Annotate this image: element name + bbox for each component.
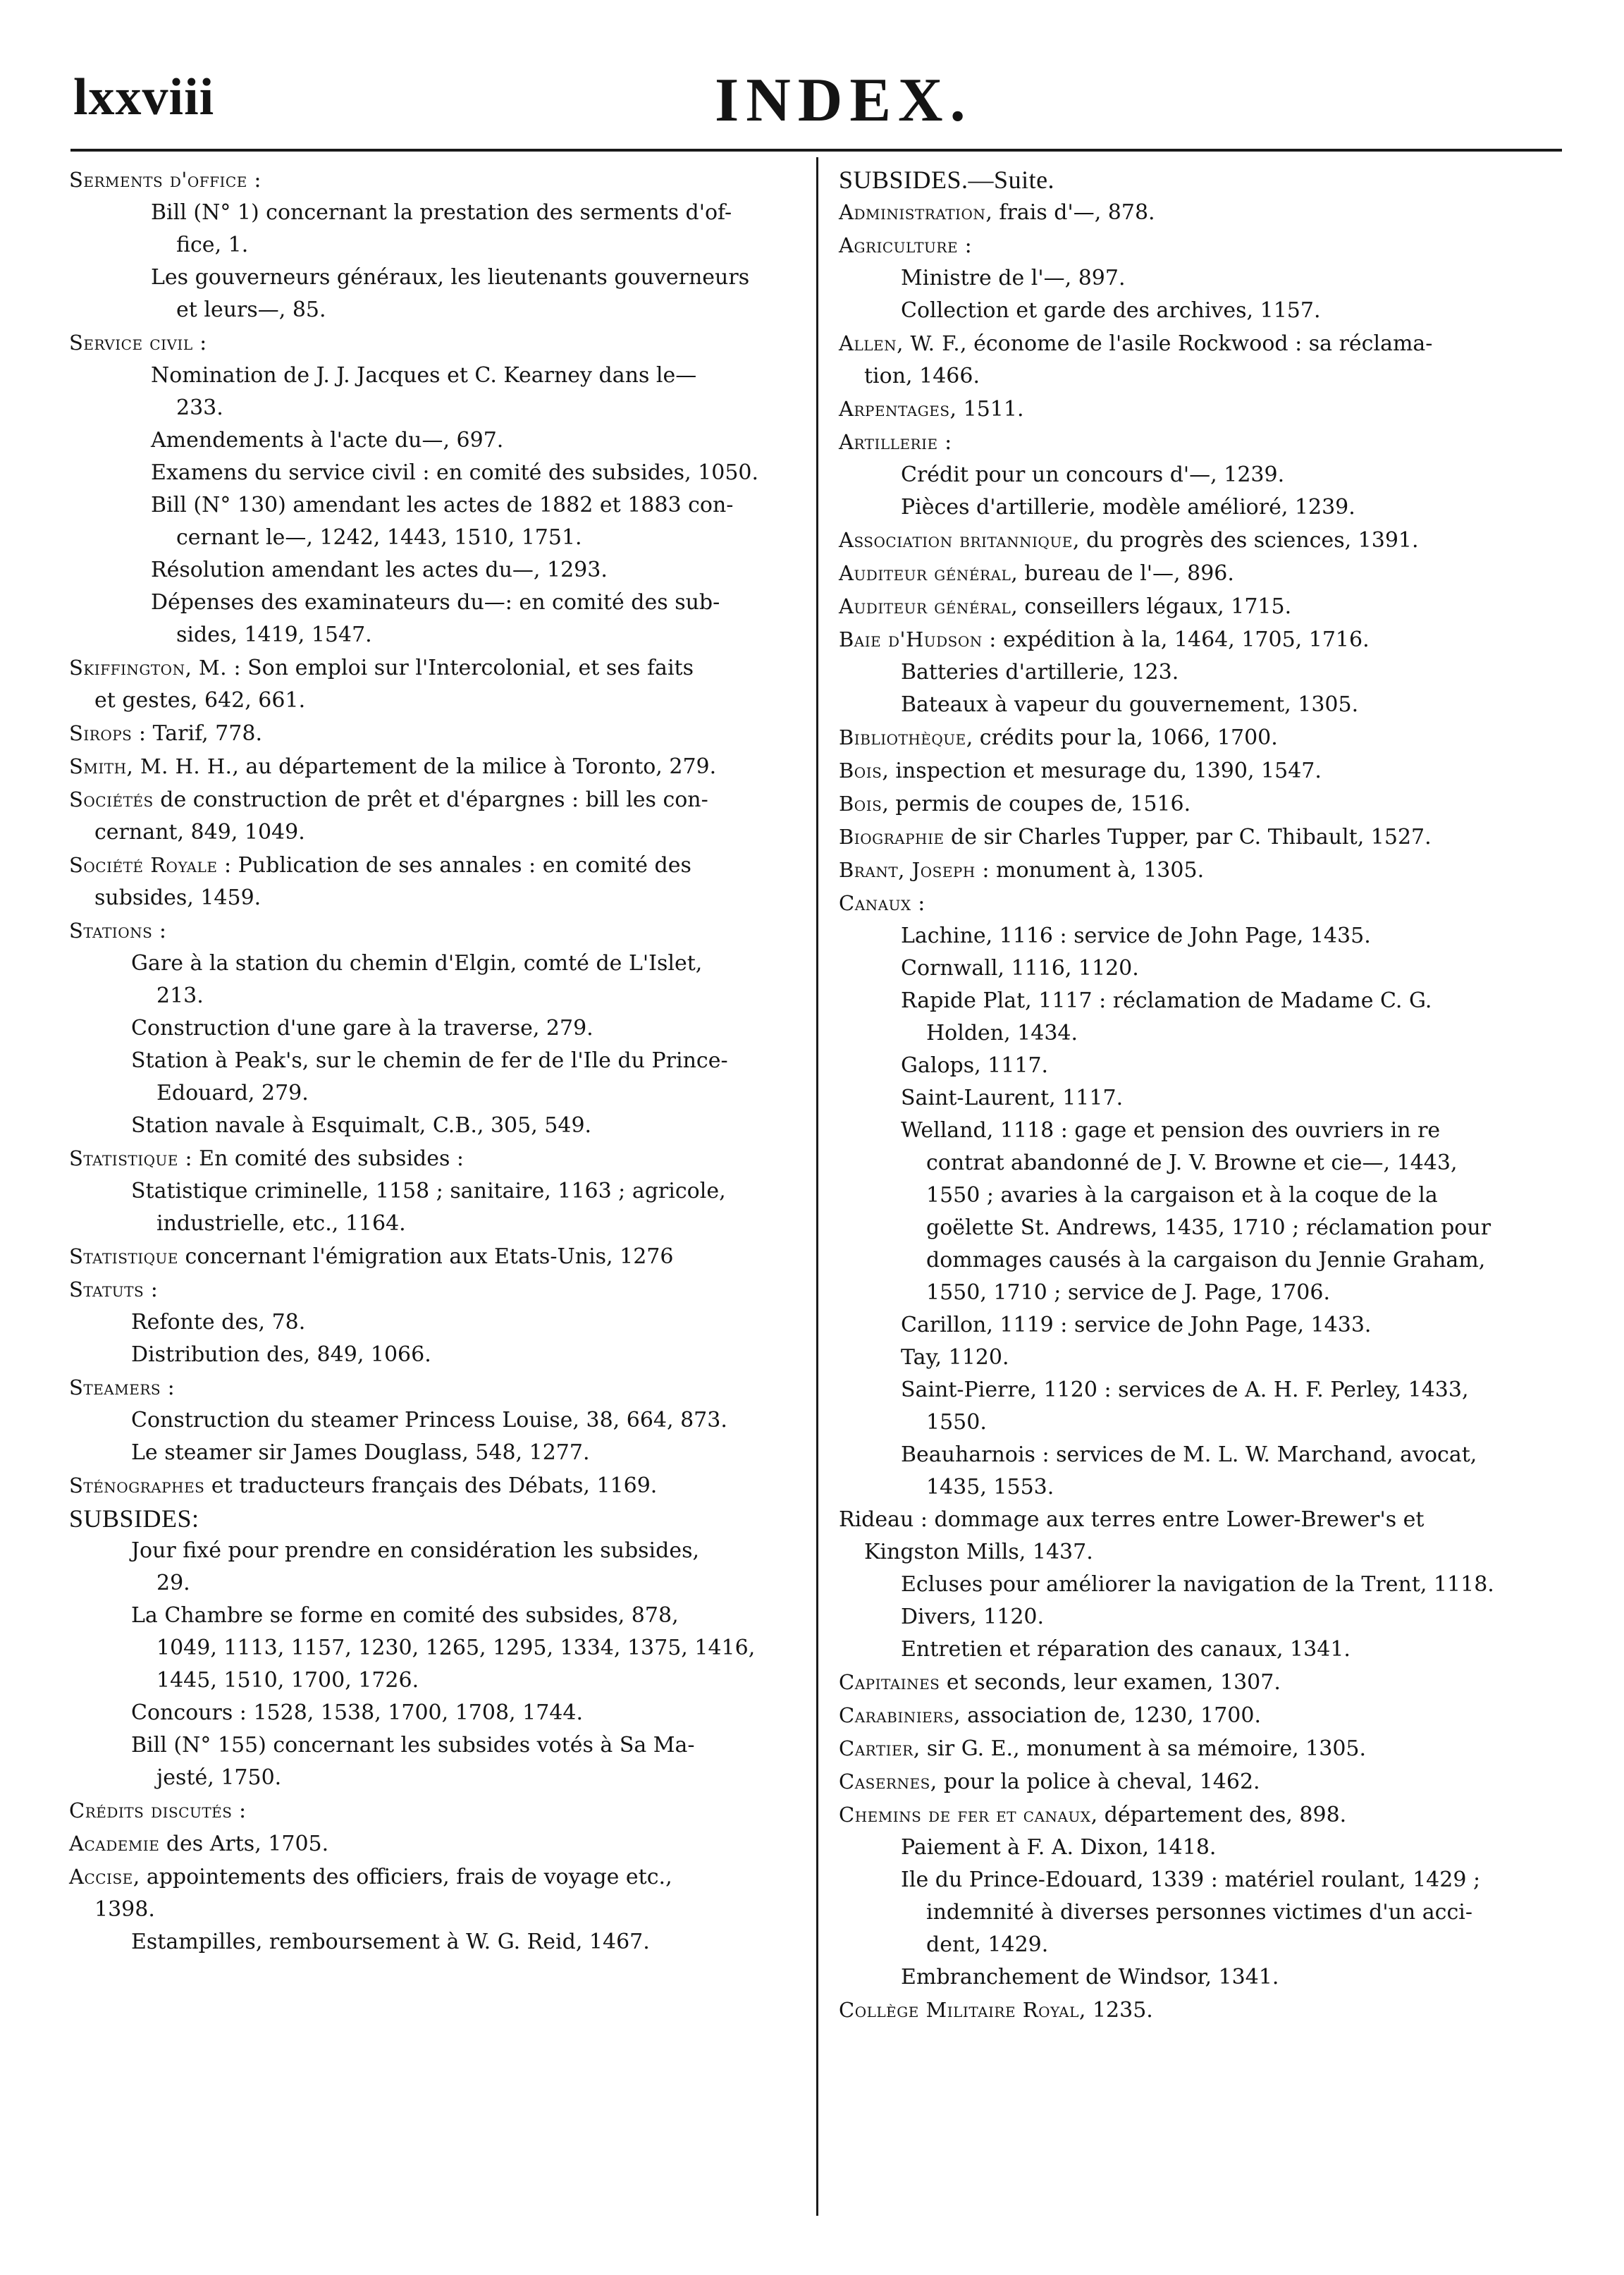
entry-continuation: 1550. [926,1410,987,1435]
entry-term: Agriculture [839,233,959,257]
entry-text: : [937,430,952,455]
entry-line: Saint-Pierre, 1120 : services de A. H. F. Perley, 1433, [901,1378,1469,1402]
entry-line [69,326,812,360]
index-entry [69,750,812,783]
entry-line [69,1371,812,1404]
entry-term: Collège Militaire Royal [839,1998,1079,2022]
entry-line [839,393,1565,426]
entry-continuation: Edouard, 279. [156,1081,309,1105]
entry-term: Association britannique [839,528,1073,552]
entry-line: Ile du Prince-Edouard, 1339 : matériel roulant, 1429 ; [901,1868,1481,1892]
entry-continuation: industrielle, etc., 1164. [156,1211,406,1236]
entry-text: , inspection et mesurage du, 1390, 1547. [882,759,1322,783]
entry-term: Statistique [69,1244,178,1268]
index-entry [839,393,1565,426]
entry-line [839,721,1565,754]
index-entry [901,1115,1565,1309]
entry-term: Smith, M. H. H. [69,754,233,778]
page-number: lxxviii [73,68,215,126]
index-entry [69,1142,812,1175]
entry-line [839,229,1565,262]
entry-line [69,1142,812,1175]
entry-line: Gare à la station du chemin d'Elgin, comté de L'Islet, [131,951,703,976]
entry-line: Entretien et réparation des canaux, 1341. [901,1637,1351,1662]
entry-term: Allen, W. F. [839,331,961,355]
entry-term: Arpentages [839,397,950,421]
index-entry [131,1110,812,1142]
page-title: INDEX. [715,66,973,135]
entry-line: Station navale à Esquimalt, C.B., 305, 549. [131,1113,592,1138]
entry-line [69,1860,812,1894]
entry-term: Cartier [839,1736,914,1760]
entry-text: concernant l'émigration aux Etats-Unis, 1276 [178,1244,674,1269]
index-entry [131,1339,812,1371]
entry-text: , conseillers légaux, 1715. [1011,594,1292,619]
index-entry [901,459,1565,491]
entry-term: Crédits discutés [69,1798,233,1822]
entry-term: Sociétés [69,787,154,811]
entry-text: : [152,919,166,943]
header-rule [70,149,1562,152]
index-entry [901,1601,1565,1633]
index-entry [839,557,1565,590]
entry-text: et seconds, leur examen, 1307. [940,1670,1281,1695]
index-entry [69,717,812,750]
entry-continuation: fice, 1. [176,233,249,257]
entry-line: Paiement à F. A. Dixon, 1418. [901,1835,1217,1860]
entry-term: Capitaines [839,1670,940,1694]
index-entry [69,1502,812,1535]
entry-line: Divers, 1120. [901,1605,1045,1629]
entry-text: , 1235. [1078,1998,1153,2023]
entry-line: Bill (N° 130) amendant les actes de 1882 et 1883 con- [151,493,734,517]
index-entry [131,1404,812,1437]
right-column [839,164,1565,2027]
index-entry [131,1926,812,1958]
entry-text: , 1511. [949,397,1024,422]
entry-text: , frais d'—, 878. [985,200,1155,225]
index-entry [901,262,1565,295]
entry-text: , pour la police à cheval, 1462. [930,1770,1260,1794]
index-entry [151,489,812,554]
entry-text: , économe de l'asile Rockwood : sa réclama- [960,331,1433,356]
entry-term: Statistique [69,1146,178,1170]
entry-text: de sir Charles Tupper, par C. Thibault, 1527. [944,825,1432,850]
entry-term: Casernes [839,1770,930,1793]
index-entry [151,554,812,587]
entry-continuation: dent, 1429. [926,1932,1049,1957]
index-entry [901,1569,1565,1601]
index-entry [839,821,1565,854]
entry-continuation: 1398. [94,1897,155,1922]
index-entry [131,1175,812,1240]
entry-line: Saint-Laurent, 1117. [901,1086,1124,1110]
entry-text: , bureau de l'—, 896. [1011,561,1234,586]
entry-text: : [192,331,207,355]
entry-line: Collection et garde des archives, 1157. [901,298,1321,323]
entry-continuation: et gestes, 642, 661. [94,688,306,713]
entry-term: Biographie [839,825,945,849]
index-entry [901,1374,1565,1439]
entry-text: : En comité des subsides : [178,1146,464,1171]
index-entry [901,1633,1565,1666]
index-entry [839,1994,1565,2027]
entry-line [839,887,1565,920]
entry-line: Examens du service civil : en comité des subsides, 1050. [151,460,759,485]
entry-line [69,750,812,783]
index-entry [901,689,1565,721]
index-entry [69,1240,812,1273]
index-entry [839,229,1565,262]
entry-line [839,524,1565,557]
entry-term: Auditeur général [839,594,1011,618]
entry-line [69,651,812,685]
index-entry [69,651,812,717]
entry-line: Batteries d'artillerie, 123. [901,660,1179,685]
entry-text: des Arts, 1705. [159,1832,329,1856]
index-entry [131,1306,812,1339]
index-entry [839,1798,1565,1832]
entry-continuation: 1445, 1510, 1700, 1726. [156,1668,419,1693]
index-entry [151,360,812,424]
entry-text: : [161,1375,175,1400]
entry-line: Ecluses pour améliorer la navigation de la Trent, 1118. [901,1572,1494,1597]
entry-term: Stations [69,919,153,943]
entry-continuation: et leurs—, 85. [176,298,326,322]
entry-line: Carillon, 1119 : service de John Page, 1433. [901,1313,1372,1337]
index-entry [69,164,812,197]
entry-line: Galops, 1117. [901,1053,1049,1078]
index-entry [901,985,1565,1050]
entry-continuation: jesté, 1750. [156,1765,282,1790]
entry-line [839,1994,1565,2027]
entry-line [839,1666,1565,1699]
entry-term: Bibliothèque [839,725,966,749]
entry-continuation: tion, 1466. [864,364,980,388]
index-entry [69,914,812,948]
entry-continuation: 233. [176,395,223,420]
entry-line: Ministre de l'—, 897. [901,266,1126,290]
entry-line [839,557,1565,590]
entry-line: Embranchement de Windsor, 1341. [901,1965,1279,1989]
index-entry [839,327,1565,393]
entry-continuation: goëlette St. Andrews, 1435, 1710 ; réclamation pour [926,1215,1491,1240]
index-entry [839,1765,1565,1798]
entry-term: Artillerie [839,430,938,454]
entry-line: Tay, 1120. [901,1345,1009,1370]
index-entry [839,1504,1565,1569]
index-entry [901,1342,1565,1374]
entry-term: Chemins de fer et canaux [839,1803,1091,1827]
index-entry [69,783,812,849]
index-entry [839,854,1565,887]
index-entry [901,1832,1565,1864]
entry-line: Résolution amendant les actes du—, 1293. [151,558,608,582]
entry-text: , au département de la milice à Toronto, 279. [232,754,717,779]
entry-line [839,1798,1565,1832]
index-entry [901,1961,1565,1994]
index-entry [901,952,1565,985]
entry-term: Bois [839,759,882,783]
entry-line [839,821,1565,854]
index-entry [69,1794,812,1827]
entry-continuation: dommages causés à la cargaison du Jennie Graham, [926,1248,1486,1273]
index-entry [901,1082,1565,1115]
entry-line [839,854,1565,887]
index-entry [151,262,812,326]
entry-line [839,1732,1565,1765]
entry-term: Service civil [69,331,193,355]
entry-text: : Son emploi sur l'Intercolonial, et ses faits [226,656,694,680]
entry-line [69,1827,812,1860]
entry-line: Rapide Plat, 1117 : réclamation de Madame C. G. [901,988,1432,1013]
entry-text: : Publication de ses annales : en comité des [217,853,691,878]
entry-line: Les gouverneurs généraux, les lieutenants gouverneurs [151,265,750,290]
index-entry [151,424,812,457]
entry-text: : expédition à la, 1464, 1705, 1716. [982,627,1370,652]
entry-continuation: 213. [156,983,204,1008]
entry-term: Skiffington, M. [69,656,227,680]
entry-text: , permis de coupes de, 1516. [882,792,1191,816]
entry-term: Carabiniers [839,1703,954,1727]
entry-line [69,1240,812,1273]
index-entry [131,1729,812,1794]
entry-line [69,849,812,882]
index-entry [839,1732,1565,1765]
entry-line: Le steamer sir James Douglass, 548, 1277. [131,1440,590,1465]
index-entry [839,721,1565,754]
entry-term: Academie [69,1832,160,1856]
entry-continuation: 1435, 1553. [926,1475,1054,1500]
index-entry [901,1864,1565,1961]
entry-text: : [958,233,972,258]
entry-continuation: contrat abandonné de J. V. Browne et cie—, 1443, [926,1151,1458,1175]
entry-line: Cornwall, 1116, 1120. [901,956,1139,981]
entry-text: , association de, 1230, 1700. [954,1703,1261,1728]
entry-continuation: indemnité à diverses personnes victimes d'un acci- [926,1900,1472,1925]
entry-line [839,327,1565,360]
entry-line [69,1469,812,1502]
column-divider [816,157,818,2216]
entry-line: Nomination de J. J. Jacques et C. Kearney dans le— [151,363,697,388]
index-entry [901,656,1565,689]
index-entry [839,1666,1565,1699]
entry-line: Rideau : dommage aux terres entre Lower-Brewer's et [839,1507,1425,1532]
entry-continuation: 1550, 1710 ; service de J. Page, 1706. [926,1280,1330,1305]
entry-text: , crédits pour la, 1066, 1700. [966,725,1278,750]
entry-text: et traducteurs français des Débats, 1169. [204,1473,658,1498]
index-entry [131,1012,812,1045]
entry-line [839,1699,1565,1732]
index-entry [131,1045,812,1110]
index-entry [839,590,1565,623]
entry-term: Brant, Joseph [839,858,976,882]
entry-line: Statistique criminelle, 1158 ; sanitaire, 1163 ; agricole, [131,1179,726,1203]
entry-line [69,783,812,816]
entry-line [839,1765,1565,1798]
entry-line: Construction du steamer Princess Louise, 38, 664, 873. [131,1408,727,1433]
index-entry [69,1273,812,1306]
entry-line: Jour fixé pour prendre en considération les subsides, [131,1538,700,1563]
entry-line [69,914,812,948]
entry-term: Accise [69,1865,133,1889]
entry-line: Dépenses des examinateurs du—: en comité des sub- [151,590,720,615]
index-entry [839,524,1565,557]
entry-line [839,426,1565,459]
index-entry [839,887,1565,920]
entry-line: Bill (N° 1) concernant la prestation des serments d'of- [151,200,732,225]
index-entry [901,1439,1565,1504]
index-entry [69,1469,812,1502]
entry-line: Construction d'une gare à la traverse, 279. [131,1016,593,1041]
entry-line: Bateaux à vapeur du gouvernement, 1305. [901,692,1359,717]
entry-term: Auditeur général [839,561,1011,585]
entry-continuation: Holden, 1434. [926,1021,1078,1045]
entry-line: Station à Peak's, sur le chemin de fer de l'Ile du Prince- [131,1048,728,1073]
entry-line: Beauharnois : services de M. L. W. Marchand, avocat, [901,1442,1477,1467]
index-entry [901,295,1565,327]
index-entry [131,1697,812,1729]
index-entry [131,1600,812,1697]
index-entry [69,1371,812,1404]
entry-term: Statuts [69,1277,144,1301]
entry-line: Bill (N° 155) concernant les subsides votés à Sa Ma- [131,1733,695,1758]
entry-continuation: 1550 ; avaries à la cargaison et à la coque de la [926,1183,1438,1208]
entry-line: Distribution des, 849, 1066. [131,1342,431,1367]
entry-term: Sirops [69,721,133,745]
entry-line: Welland, 1118 : gage et pension des ouvriers in re [901,1118,1441,1143]
entry-text: , sir G. E., monument à sa mémoire, 1305. [913,1736,1367,1761]
section-heading: SUBSIDES: [69,1504,199,1533]
entry-text: : [232,1798,247,1823]
entry-continuation: 1049, 1113, 1157, 1230, 1265, 1295, 1334, 1375, 1416, [156,1636,756,1660]
entry-line [69,164,812,197]
entry-line: Lachine, 1116 : service de John Page, 1435. [901,924,1371,948]
index-entry [69,1860,812,1926]
entry-text: , appointements des officiers, frais de voyage etc., [133,1865,672,1889]
entry-line [69,1794,812,1827]
index-entry [69,849,812,914]
entry-line: Concours : 1528, 1538, 1700, 1708, 1744. [131,1700,584,1725]
index-entry [131,1437,812,1469]
entry-term: Sténographes [69,1473,205,1497]
entry-line: Amendements à l'acte du—, 697. [151,428,504,453]
section-heading: SUBSIDES.—Suite. [839,166,1055,194]
index-entry [131,948,812,1012]
entry-text: , département des, 898. [1090,1803,1347,1827]
entry-line: Refonte des, 78. [131,1310,306,1335]
entry-term: Serments d'office [69,168,247,192]
index-entry [69,326,812,360]
entry-text: : [144,1277,158,1302]
entry-text: : monument à, 1305. [975,858,1205,883]
index-entry [839,787,1565,821]
entry-line: Pièces d'artillerie, modèle amélioré, 1239. [901,495,1355,520]
index-entry [901,920,1565,952]
index-entry [151,457,812,489]
entry-line: La Chambre se forme en comité des subsides, 878, [131,1603,679,1628]
entry-line [69,1273,812,1306]
index-entry [839,623,1565,656]
index-entry [151,197,812,262]
entry-line: Estampilles, remboursement à W. G. Reid, 1467. [131,1930,650,1954]
entry-text: de construction de prêt et d'épargnes : bill les con- [153,787,708,812]
entry-text: , du progrès des sciences, 1391. [1072,528,1419,553]
entry-line [839,787,1565,821]
entry-term: Société Royale [69,853,218,877]
entry-continuation: cernant le—, 1242, 1443, 1510, 1751. [176,525,582,550]
entry-line [839,623,1565,656]
entry-continuation: subsides, 1459. [94,885,262,910]
entry-line [839,754,1565,787]
entry-term: Baie d'Hudson [839,627,983,651]
entry-line [69,717,812,750]
index-entry [839,164,1565,196]
entry-continuation: 29. [156,1571,190,1595]
left-column [69,164,812,1958]
entry-line: Crédit pour un concours d'—, 1239. [901,462,1285,487]
index-entry [839,754,1565,787]
entry-term: Administration [839,200,986,224]
index-entry [151,587,812,651]
entry-line [839,196,1565,229]
index-entry [901,491,1565,524]
entry-continuation: cernant, 849, 1049. [94,820,305,845]
entry-text: : [247,168,262,192]
entry-term: Steamers [69,1375,161,1399]
entry-term: Bois [839,792,882,816]
entry-continuation: Kingston Mills, 1437. [864,1540,1093,1564]
entry-continuation: sides, 1419, 1547. [176,623,372,647]
index-entry [839,196,1565,229]
index-entry [901,1309,1565,1342]
entry-term: Canaux [839,891,911,915]
index-entry [69,1827,812,1860]
index-entry [131,1535,812,1600]
entry-line [839,590,1565,623]
index-entry [901,1050,1565,1082]
index-entry [839,426,1565,459]
index-entry [839,1699,1565,1732]
entry-text: : Tarif, 778. [132,721,262,746]
entry-text: : [911,891,925,916]
